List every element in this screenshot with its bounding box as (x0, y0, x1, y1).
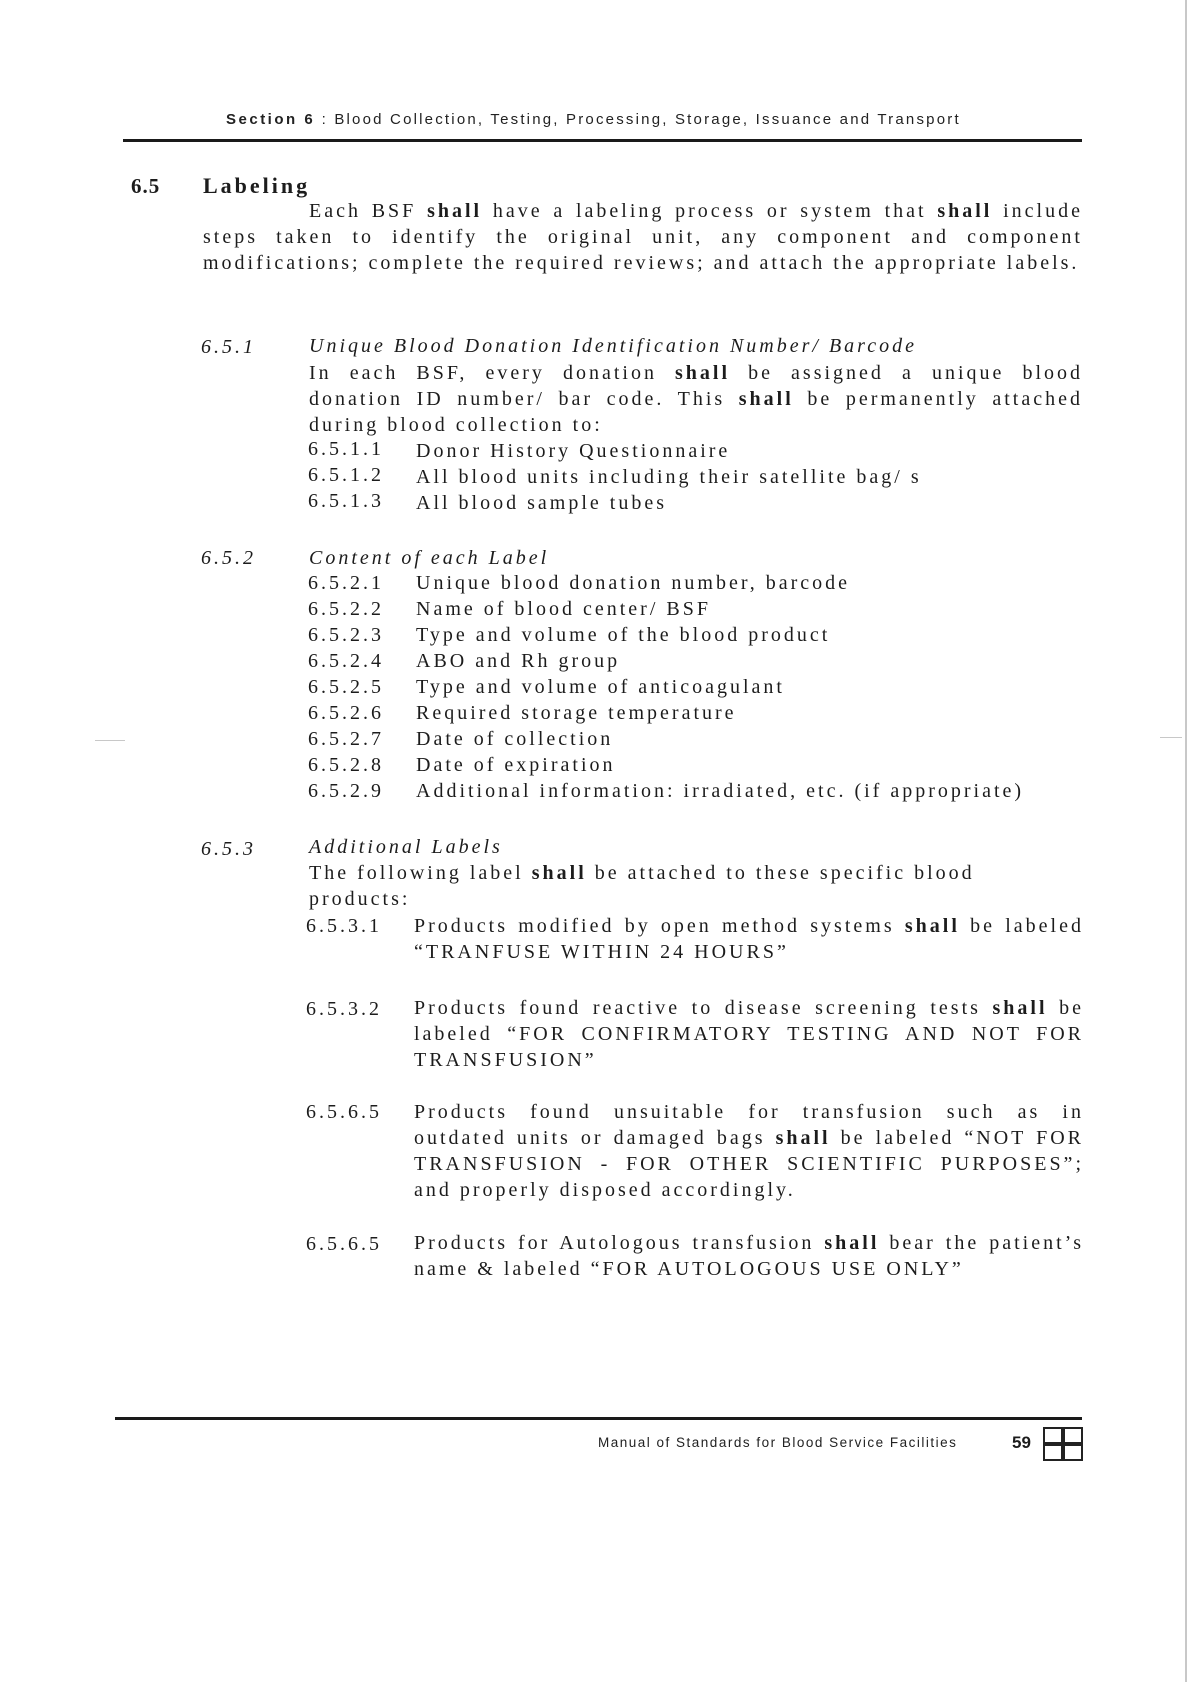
running-header (226, 111, 961, 128)
item-number: 6.5.2.4 (308, 650, 384, 672)
item-number: 6.5.2.1 (308, 572, 384, 594)
shall-keyword: shall (427, 200, 483, 222)
shall-keyword: shall (992, 997, 1048, 1019)
item-text (414, 1230, 1084, 1282)
item-text: Unique blood donation number, barcode (416, 572, 851, 594)
item-text: Donor History Questionnaire (416, 440, 731, 462)
subsection-title: Content of each Label (309, 547, 550, 569)
scan-mark (95, 740, 125, 741)
item-text: All blood sample tubes (416, 492, 667, 514)
subsection-number: 6.5.3 (201, 838, 256, 860)
body-text: be assigned a unique blood donation ID number/ bar code. This (309, 362, 1083, 410)
item-text (414, 1099, 1084, 1203)
subsection-text (309, 860, 1029, 912)
item-text: Type and volume of anticoagulant (416, 676, 785, 698)
shall-keyword: shall (824, 1232, 880, 1254)
item-text: All blood units including their satellite bag/ s (416, 466, 922, 488)
item-number: 6.5.2.5 (308, 676, 384, 698)
item-number: 6.5.6.5 (306, 1101, 382, 1123)
body-text: Products for Autologous transfusion (414, 1232, 825, 1254)
shall-keyword: shall (531, 862, 587, 884)
shall-keyword: shall (675, 362, 731, 384)
item-number: 6.5.2.9 (308, 780, 384, 802)
item-text (414, 995, 1084, 1073)
body-text: be permanently attached during blood collection to: (309, 388, 1083, 436)
body-text: be attached to these specific blood products: (309, 862, 975, 910)
footer-manual-title: Manual of Standards for Blood Service Facilities (598, 1435, 958, 1450)
item-number: 6.5.1.1 (308, 438, 384, 460)
body-text: be labeled “NOT FOR TRANSFUSION - FOR OTHER SCIENTIFIC PURPOSES”; and properly disposed accordingly. (414, 1127, 1084, 1201)
item-text: ABO and Rh group (416, 650, 621, 672)
body-text: bear the patient’s name & labeled “FOR AUTOLOGOUS USE ONLY” (414, 1232, 1084, 1280)
subsection-number: 6.5.1 (201, 336, 256, 358)
item-number: 6.5.3.1 (306, 915, 382, 937)
header-section-title: Blood Collection, Testing, Processing, Storage, Issuance and Transport (334, 111, 961, 128)
intro-text: Each BSF (309, 200, 428, 222)
item-number: 6.5.1.2 (308, 464, 384, 486)
item-number: 6.5.2.3 (308, 624, 384, 646)
item-text (414, 913, 1084, 965)
subsection-title: Additional Labels (309, 836, 503, 858)
body-text: The following label (309, 862, 532, 884)
intro-text: have a labeling process or system that (482, 200, 938, 222)
item-number: 6.5.1.3 (308, 490, 384, 512)
item-text: Name of blood center/ BSF (416, 598, 711, 620)
section-number: 6.5 (131, 174, 161, 198)
item-text: Additional information: irradiated, etc. (if appropriate) (416, 780, 1025, 802)
item-number: 6.5.2.8 (308, 754, 384, 776)
body-text: be labeled “FOR CONFIRMATORY TESTING AND NOT FOR TRANSFUSION” (414, 997, 1084, 1071)
item-text: Date of expiration (416, 754, 616, 776)
shall-keyword: shall (937, 200, 993, 222)
header-separator: : (321, 111, 328, 128)
page-number: 59 (1012, 1433, 1031, 1452)
subsection-number: 6.5.2 (201, 547, 256, 569)
subsection-title: Unique Blood Donation Identification Number/ Barcode (309, 335, 917, 357)
scan-mark (1160, 737, 1182, 738)
body-text: Products found unsuitable for transfusion such as in outdated units or damaged bags (414, 1101, 1084, 1149)
body-text: Products modified by open method systems (414, 915, 905, 937)
subsection-text (309, 360, 1083, 438)
item-number: 6.5.2.6 (308, 702, 384, 724)
item-number: 6.5.6.5 (306, 1233, 382, 1255)
item-number: 6.5.2.7 (308, 728, 384, 750)
section-title: Labeling (203, 173, 311, 198)
footer-rule (115, 1417, 1082, 1420)
shall-keyword: shall (738, 388, 794, 410)
item-number: 6.5.2.2 (308, 598, 384, 620)
body-text: Products found reactive to disease screening tests (414, 997, 993, 1019)
section-intro (203, 198, 1083, 276)
item-text: Required storage temperature (416, 702, 737, 724)
item-text: Date of collection (416, 728, 614, 750)
item-text: Type and volume of the blood product (416, 624, 831, 646)
logo-blocks-icon (1043, 1427, 1083, 1461)
body-text: be labeled “TRANFUSE WITHIN 24 HOURS” (414, 915, 1084, 963)
header-rule (123, 139, 1082, 142)
header-section-label: Section 6 (226, 111, 316, 128)
shall-keyword: shall (775, 1127, 831, 1149)
intro-text: include steps taken to identify the original unit, any component and component modifications; complete the required reviews; and attach the appropriate labels. (203, 200, 1083, 274)
item-number: 6.5.3.2 (306, 998, 382, 1020)
shall-keyword: shall (904, 915, 960, 937)
body-text: In each BSF, every donation (309, 362, 676, 384)
scan-edge-line (1185, 0, 1187, 1682)
